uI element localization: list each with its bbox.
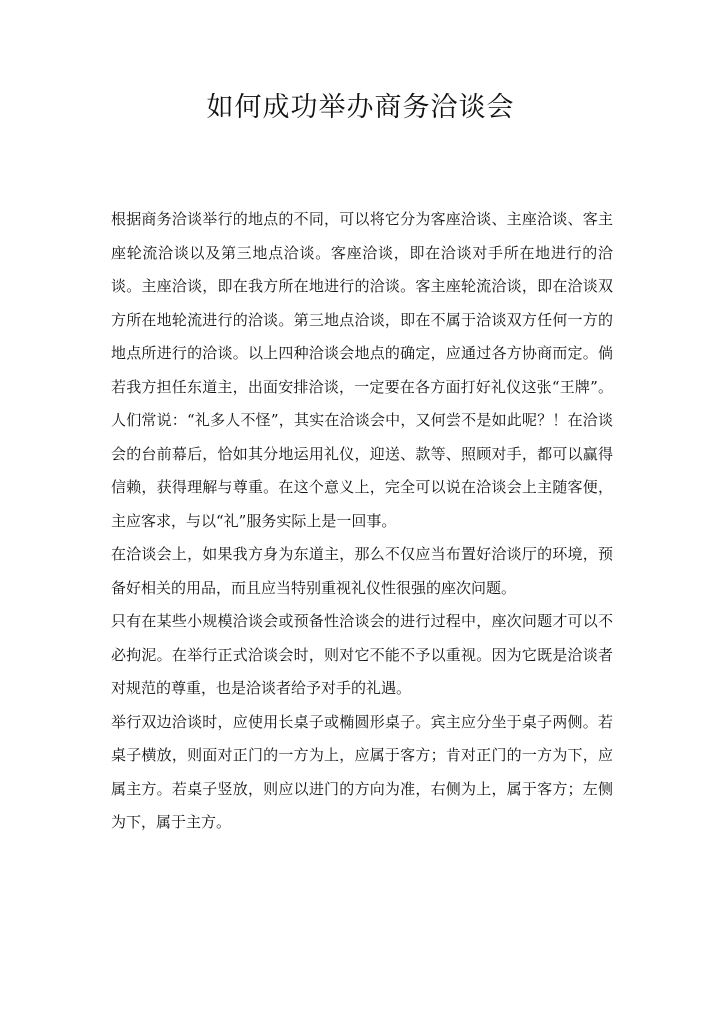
document-body <box>111 203 613 840</box>
paragraph-4: 举行双边洽谈时，应使用长桌子或椭圆形桌子。宾主应分坐于桌子两侧。若桌子横放，则面对正门的一方为上，应属于客方；肯对正门的一方为下，应属主方。若桌子竖放，则应以进门的方向为准，右侧为上，属于客方；左侧为下，属于主方。 <box>111 712 613 831</box>
document-title: 如何成功举办商务洽谈会 <box>206 92 515 123</box>
paragraph-3: 只有在某些小规模洽谈会或预备性洽谈会的进行过程中，座次问题才可以不必拘泥。在举行正式洽谈会时，则对它不能不予以重视。因为它既是洽谈者对规范的尊重，也是洽谈者给予对手的礼遇。 <box>111 612 613 697</box>
paragraph-2: 在洽谈会上，如果我方身为东道主，那么不仅应当布置好洽谈厅的环境，预备好相关的用品，而且应当特别重视礼仪性很强的座次问题。 <box>111 545 613 597</box>
paragraph-1: 根据商务洽谈举行的地点的不同，可以将它分为客座洽谈、主座洽谈、客主座轮流洽谈以及第三地点洽谈。客座洽谈，即在洽谈对手所在地进行的洽谈。主座洽谈，即在我方所在地进行的洽谈。客主座轮流洽谈，即在洽谈双方所在地轮流进行的洽谈。第三地点洽谈，即在不属于洽谈双方任何一方的地点所进行的洽谈。以上四种洽谈会地点的确定，应通过各方协商而定。倘若我方担任东道主，出面安排洽谈，一定要在各方面打好礼仪这张“王牌”。人们常说：“礼多人不怪”，其实在洽谈会中，又何尝不是如此呢？！在洽谈会的台前幕后，恰如其分地运用礼仪，迎送、款等、照顾对手，都可以赢得信赖，获得理解与尊重。在这个意义上，完全可以说在洽谈会上主随客便，主应客求，与以“礼”服务实际上是一回事。 <box>111 210 613 530</box>
